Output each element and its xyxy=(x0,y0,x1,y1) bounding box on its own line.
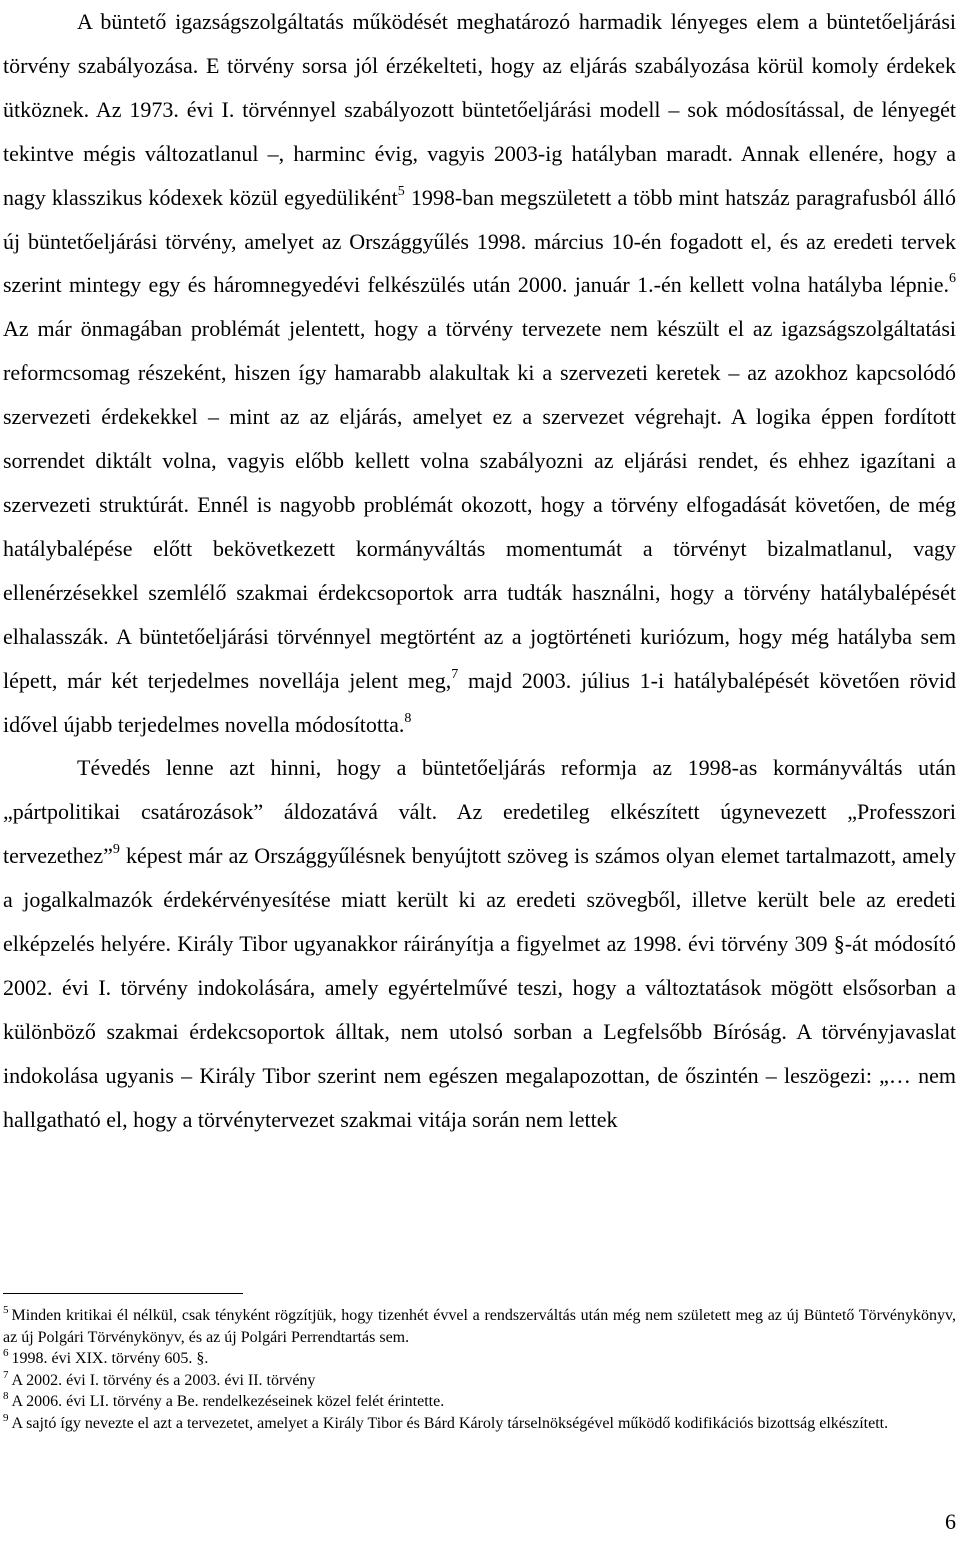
paragraph-text: Tévedés lenne azt hinni, hogy a büntetőeljárás reformja az 1998-as kormányváltás után „pártpolitikai csatározások” áldozatává vált. Az eredetileg elkészített úgynevezett „Professzori tervezethez” xyxy=(3,755,956,869)
footnote-marker[interactable]: 5 xyxy=(397,183,405,199)
footnote-item xyxy=(3,1391,956,1413)
body-text xyxy=(3,0,956,1142)
footnote-separator xyxy=(3,1293,243,1294)
footnote-item xyxy=(3,1305,956,1348)
footnote-text: A 2006. évi LI. törvény a Be. rendelkezéseinek közel felét érintette. xyxy=(11,1393,445,1410)
footnote-number: 8 xyxy=(3,1390,9,1402)
paragraph-text: 1998-ban megszületett a több mint hatszáz paragrafusból álló új büntetőeljárási törvény, amelyet az Országgyűlés 1998. március 10-én fogadott el, és az eredeti tervek szerint mintegy egy és háromnegyedévi felkészülés után 2000. január 1.-én kellett volna hatályba lépnie. xyxy=(3,184,956,298)
footnote-text: Minden kritikai él nélkül, csak tényként rögzítjük, hogy tizenhét évvel a rendszerváltás után még nem született meg az új Büntető Törvénykönyv, az új Polgári Törvénykönyv, és az új Polgári Perrendtartás sem. xyxy=(3,1307,956,1346)
footnote-number: 6 xyxy=(3,1347,9,1359)
footnote-text: A 2002. évi I. törvény és a 2003. évi II. törvény xyxy=(11,1371,316,1389)
footnotes xyxy=(3,1305,956,1434)
footnote-marker[interactable]: 9 xyxy=(112,842,120,858)
footnote-marker[interactable]: 7 xyxy=(451,666,459,682)
body-paragraph xyxy=(3,0,956,746)
paragraph-text: képest már az Országgyűlésnek benyújtott szöveg is számos olyan elemet tartalmazott, amely a jogalkalmazók érdekérvényesítése miatt került ki az eredeti szövegből, illetve került bele az eredeti elképzelés helyére. Király Tibor ugyanakkor ráirányítja a figyelmet az 1998. évi törvény 309 §-át módosító 2002. évi I. törvény indokolására, amely egyértelművé teszi, hogy a változtatások mögött elsősorban a különböző szakmai érdekcsoportok álltak, nem utolsó sorban a Legfelsőbb Bíróság. A törvényjavaslat indokolása ugyanis – Király Tibor szerint nem egészen megalapozottan, de őszintén – leszögezi: „… nem hallgatható el, hogy a törvénytervezet szakmai vitája során nem lettek xyxy=(3,843,956,1132)
footnote-text: A sajtó így nevezte el azt a tervezetet, amelyet a Király Tibor és Bárd Károly társelnökségével működő kodifikációs bizottság elkészített. xyxy=(11,1414,889,1432)
footnote-marker[interactable]: 8 xyxy=(404,710,412,726)
footnote-number: 9 xyxy=(3,1411,9,1424)
paragraph-text: A büntető igazságszolgáltatás működését meghatározó harmadik lényeges elem a büntetőeljárási törvény szabályozása. E törvény sorsa jól érzékelteti, hogy az eljárás szabályozása körül komoly érdekek ütköznek. Az 1973. évi I. törvénnyel szabályozott büntetőeljárási modell – sok módosítással, de lényegét tekintve mégis változatlanul –, harminc évig, vagyis 2003-ig hatályban maradt. Annak ellenére, hogy a nagy klasszikus kódexek közül egyedüliként xyxy=(3,9,956,210)
footnote-item xyxy=(3,1413,956,1435)
footnote-item xyxy=(3,1348,956,1370)
footnote-number: 5 xyxy=(3,1304,9,1316)
paragraph-text: Az már önmagában problémát jelentett, hogy a törvény tervezete nem készült el az igazságszolgáltatási reformcsomag részeként, hiszen így hamarabb alakultak ki a szervezeti keretek – az azokhoz kapcsolódó szervezeti érdekekkel – mint az az eljárás, amelyet ez a szervezet végrehajt. A logika éppen fordított sorrendet diktált volna, vagyis előbb kellett volna szabályozni az eljárási rendet, és ehhez igazítani a szervezeti struktúrát. Ennél is nagyobb problémát okozott, hogy a törvény elfogadását követően, de még hatálybalépése előtt bekövetkezett kormányváltás momentumát a törvényt bizalmatlanul, vagy ellenérzésekkel szemlélő szakmai érdekcsoportok arra tudták használni, hogy a törvény hatálybalépését elhalasszák. A büntetőeljárási törvénnyel megtörtént az a jogtörténeti kuriózum, hogy még hatályba sem lépett, már két terjedelmes novellája jelent meg, xyxy=(3,316,956,693)
body-paragraph xyxy=(3,746,956,1141)
page-number: 6 xyxy=(945,1509,956,1534)
footnote-marker[interactable]: 6 xyxy=(949,271,956,287)
footnote-number: 7 xyxy=(3,1368,9,1381)
footnote-item xyxy=(3,1370,956,1392)
footnote-text: 1998. évi XIX. törvény 605. §. xyxy=(11,1350,209,1367)
paragraph-text: majd 2003. július 1-i hatálybalépését követően rövid idővel újabb terjedelmes novella módosította. xyxy=(3,667,956,737)
